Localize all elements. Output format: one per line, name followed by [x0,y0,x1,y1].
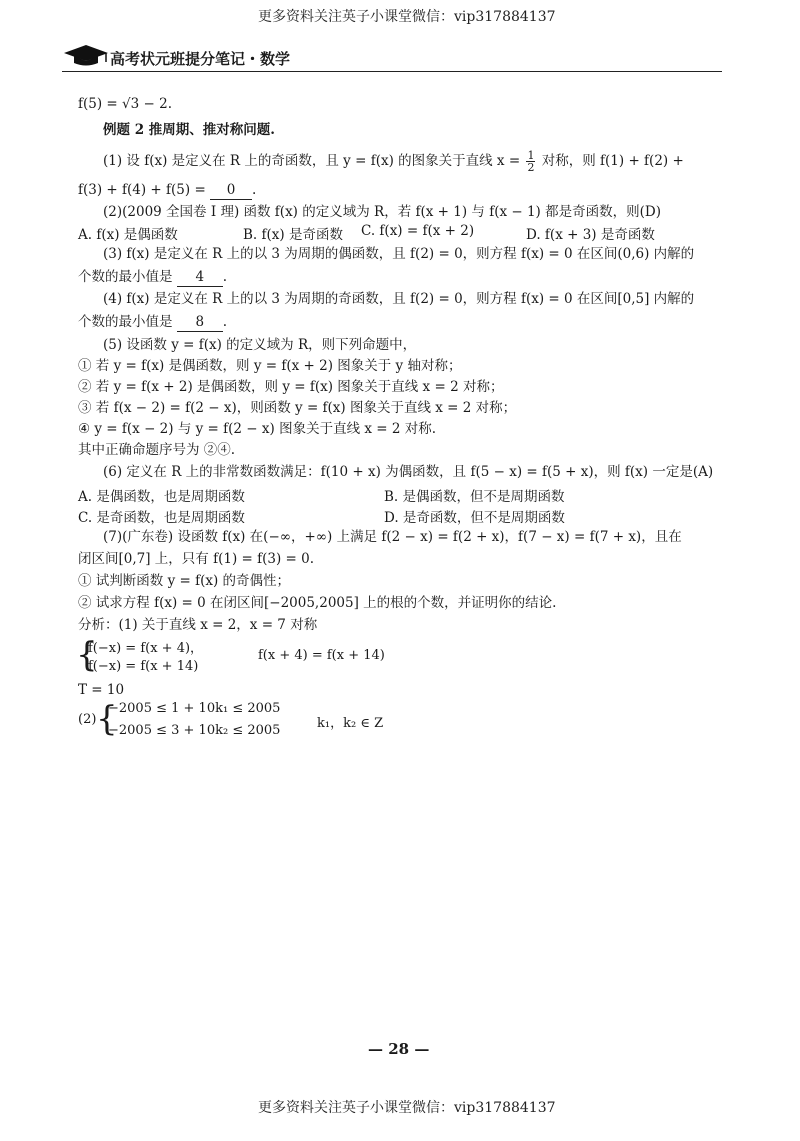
q6-option-c: C. 是奇函数，也是周期函数 [78,510,245,526]
q4-answer-blank: 8 [177,313,223,332]
q1a-post: 对称，则 f(1) + f(2) + [541,153,684,169]
q2-option-b: B. f(x) 是奇函数 [243,227,343,243]
line-f5: f(5) = √3 − 2. [78,96,172,112]
q6-option-a: A. 是偶函数，也是周期函数 [78,489,245,505]
q7-item-2: ② 试求方程 f(x) = 0 在闭区间[−2005,2005] 上的根的个数，并证明你的结论. [78,595,557,611]
q5-answer: 其中正确命题序号为 ②④. [78,442,236,458]
q5-item-3: ③ 若 f(x − 2) = f(2 − x)，则函数 y = f(x) 图象关于直线 x = 2 对称； [78,400,517,416]
watermark-bottom: 更多资料关注英子小课堂微信：vip317884137 [258,1100,556,1116]
q1-line-b [78,181,256,200]
q5-item-1: ① 若 y = f(x) 是偶函数，则 y = f(x + 2) 图象关于 y 轴对称； [78,358,462,374]
sys2-row-2: −2005 ≤ 3 + 10k₂ ≤ 2005 [108,723,281,738]
q3-line-b [78,268,227,287]
q4-line-a: (4) f(x) 是定义在 R 上的以 3 为周期的奇函数，且 f(2) = 0，则方程 f(x) = 0 在区间[0,5] 内解的 [103,291,695,307]
q6-option-b: B. 是偶函数，但不是周期函数 [384,489,565,505]
q7-item-1: ① 试判断函数 y = f(x) 的奇偶性； [78,573,291,589]
q1a-text: (1) 设 f(x) 是定义在 R 上的奇函数，且 y = f(x) 的图象关于直线 x = [103,153,521,169]
q2-option-d: D. f(x + 3) 是奇函数 [526,227,655,243]
sys1-row-1: f(−x) = f(x + 4)， [88,641,204,656]
q2-option-a: A. f(x) 是偶函数 [78,227,178,243]
sys2-label: (2) [78,712,97,727]
header-rule [62,71,722,72]
left-brace: { [96,699,118,739]
q1-answer-blank: 0 [210,181,252,200]
q6-option-d: D. 是奇函数，但不是周期函数 [384,510,565,526]
q2-line: (2)(2009 全国卷 Ⅰ 理) 函数 f(x) 的定义域为 R，若 f(x + 1) 与 f(x − 1) 都是奇函数，则(D) [103,204,661,220]
frac-num: 1 [527,149,535,162]
q7-line-a: (7)(广东卷) 设函数 f(x) 在(−∞，+∞) 上满足 f(2 − x) = f(2 + x)，f(7 − x) = f(7 + x)，且在 [103,529,682,545]
q1b-text: f(3) + f(4) + f(5) = [78,182,206,198]
q1-line-a [103,150,684,173]
frac-den: 2 [527,161,535,174]
sys1-row-2: f(−x) = f(x + 14) [88,659,199,674]
q7-line-b: 闭区间[0,7] 上，只有 f(1) = f(3) = 0. [78,551,314,567]
q3b-text: 个数的最小值是 [78,269,173,285]
q6-line: (6) 定义在 R 上的非常数函数满足：f(10 + x) 为偶函数，且 f(5 − x) = f(5 + x)，则 f(x) 一定是(A) [103,464,714,480]
q2-option-c: C. f(x) = f(x + 2) [361,223,475,239]
q1b-post: . [252,182,257,198]
q3-line-a: (3) f(x) 是定义在 R 上的以 3 为周期的偶函数，且 f(2) = 0，则方程 f(x) = 0 在区间(0,6) 内解的 [103,246,695,262]
period-line: T = 10 [78,682,125,698]
analysis-line: 分析：(1) 关于直线 x = 2，x = 7 对称 [78,617,318,633]
sys1-result: f(x + 4) = f(x + 14) [258,648,385,663]
watermark-top: 更多资料关注英子小课堂微信：vip317884137 [258,9,556,25]
example-heading: 例题 2 推周期、推对称问题. [103,122,275,138]
sys2-result: k₁，k₂ ∈ Z [317,716,384,731]
fraction-half [526,150,535,173]
left-brace: { [76,635,98,675]
page-number: — 28 — [368,1040,430,1058]
q4b-post: . [222,314,228,330]
q5-line: (5) 设函数 y = f(x) 的定义域为 R，则下列命题中， [103,337,417,353]
q3-answer-blank: 4 [177,268,223,287]
graduation-cap-icon [62,44,110,70]
sys2-row-1: −2005 ≤ 1 + 10k₁ ≤ 2005 [108,701,281,716]
q3b-post: . [222,269,228,285]
q4-line-b [78,313,227,332]
q4b-text: 个数的最小值是 [78,314,173,330]
q5-item-2: ② 若 y = f(x + 2) 是偶函数，则 y = f(x) 图象关于直线 x = 2 对称； [78,379,504,395]
header-title: 高考状元班提分笔记・数学 [110,50,291,68]
q5-item-4: ④ y = f(x − 2) 与 y = f(2 − x) 图象关于直线 x = 2 对称. [78,421,437,437]
